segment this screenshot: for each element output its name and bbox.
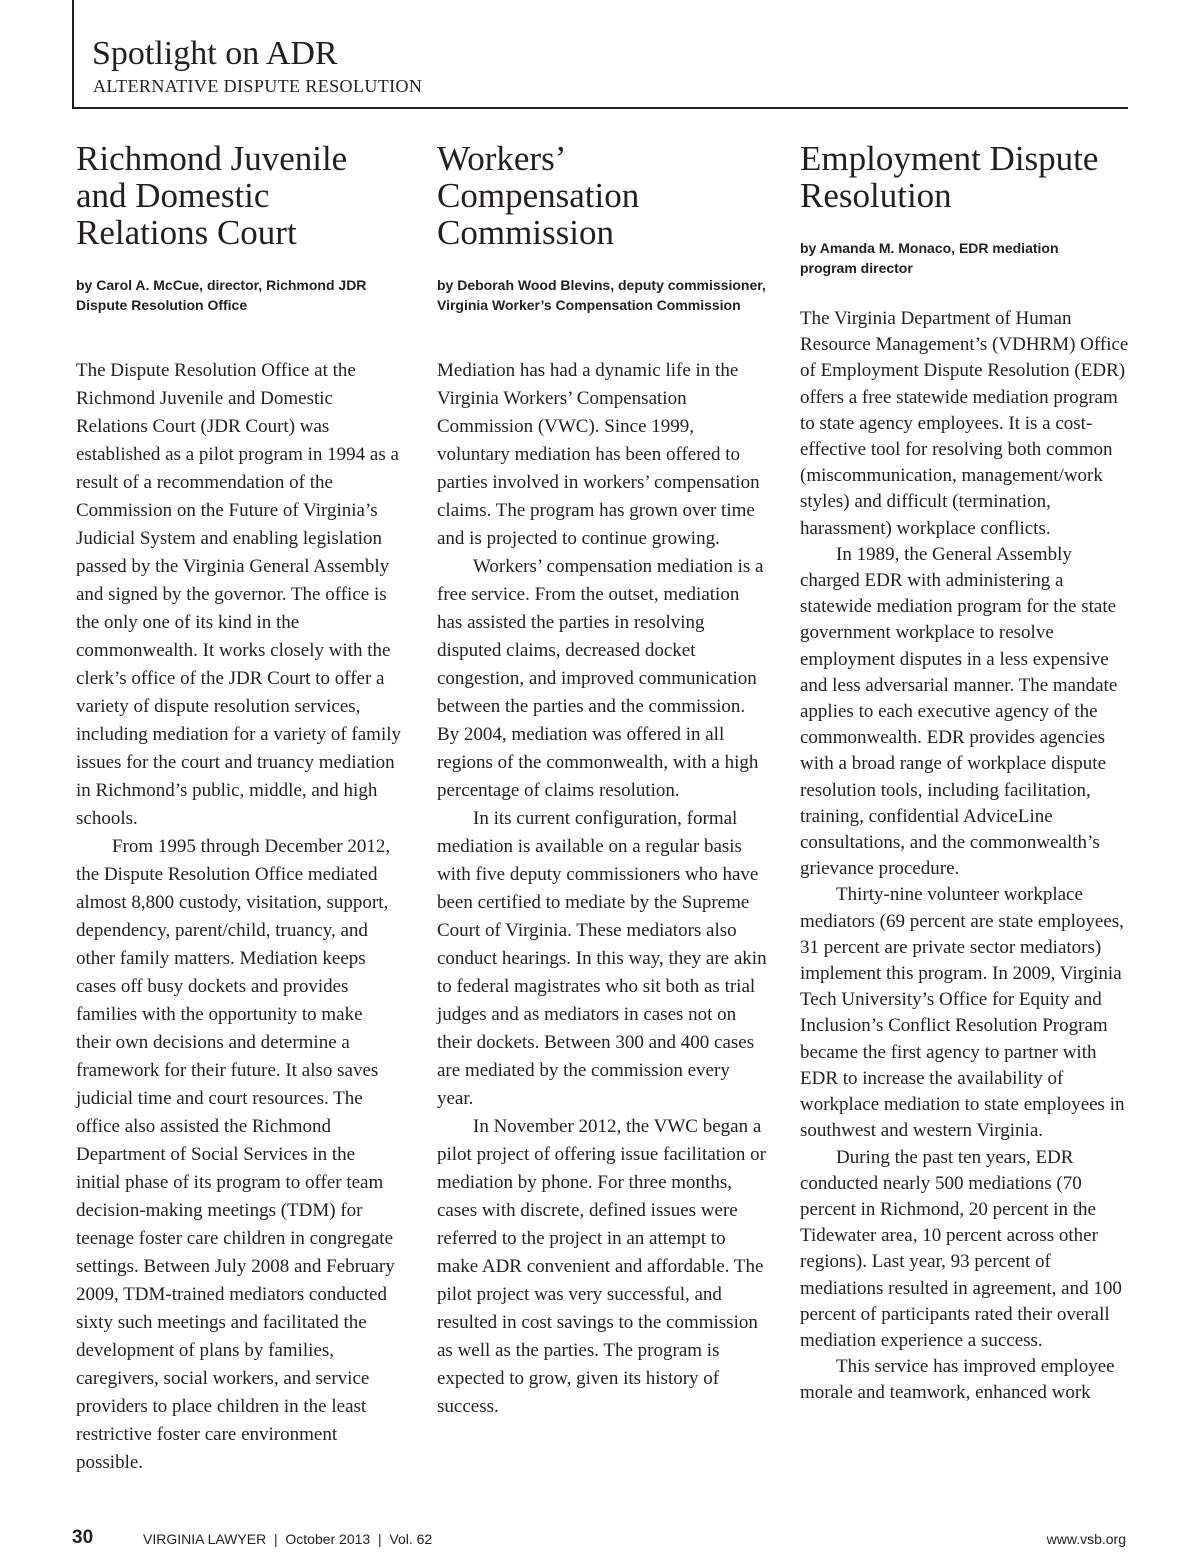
article-paragraph: From 1995 through December 2012, the Dispute Resolution Office mediated almost 8,800 custody, visitation, support, dependency, parent/child, truancy, and other family matters. Mediation keeps cases off busy dockets and provides families with the opportunity to make their own decisions and determine a framework for their future. It also saves judicial time and court resources. The office also assisted the Richmond Department of Social Services in the initial phase of its program to offer team decision-making meetings (TDM) for teenage foster care children in congregate settings. Between July 2008 and February 2009, TDM-trained mediators conducted sixty such meetings and facilitated the development of plans by families, caregivers, social workers, and service providers to place children in the least restrictive foster care environment possible. — [76, 836, 395, 1473]
header-vertical-rule — [72, 0, 74, 108]
publication-info: VIRGINIA LAWYER | October 2013 | Vol. 62 — [143, 1531, 433, 1547]
article-richmond-jdr — [76, 140, 402, 1477]
article-paragraph: The Dispute Resolution Office at the Richmond Juvenile and Domestic Relations Court (JDR Court) was established as a pilot program in 1994 as a result of a recommendation of the Commission on the Future of Virginia’s Judicial System and enabling legislation passed by the Virginia General Assembly and signed by the governor. The office is the only one of its kind in the commonwealth. It works closely with the clerk’s office of the JDR Court to offer a variety of dispute resolution services, including mediation for a variety of family issues for the court and truancy mediation in Richmond’s public, middle, and high schools. — [76, 360, 402, 829]
article-paragraph: Thirty-nine volunteer workplace mediators (69 percent are state employees, 31 percent are private sector mediators) implement this program. In 2009, Virginia Tech University’s Office for Equity and Inclusion’s Conflict Resolution Program became the first agency to partner with EDR to increase the availability of workplace mediation to state employees in southwest and western Virginia. — [800, 884, 1125, 1142]
article-byline: by Deborah Wood Blevins, deputy commissioner, Virginia Worker’s Compensation Commission — [437, 277, 766, 313]
article-byline: by Amanda M. Monaco, EDR mediation program director — [800, 240, 1059, 276]
page-number: 30 — [72, 1527, 94, 1548]
header-horizontal-rule — [72, 107, 1128, 109]
article-paragraph: Mediation has had a dynamic life in the Virginia Workers’ Compensation Commission (VWC). Since 1999, voluntary mediation has been offered to parties involved in workers’ compensation claims. The program has grown over time and is projected to continue growing. — [437, 360, 760, 549]
page-footer — [0, 1526, 1200, 1550]
article-title: Richmond Juvenile and Domestic Relations Court — [76, 139, 348, 252]
article-paragraph: In November 2012, the VWC began a pilot project of offering issue facilitation or mediation by phone. For three months, cases with discrete, defined issues were referred to the project in an attempt to make ADR convenient and affordable. The pilot project was very successful, and resulted in cost savings to the commission as well as the parties. The program is expected to grow, given its history of success. — [437, 1116, 766, 1417]
article-title: Employment Dispute Resolution — [800, 139, 1099, 215]
page-header — [0, 0, 1200, 110]
website-url: www.vsb.org — [1046, 1531, 1126, 1547]
article-paragraph: In its current configuration, formal mediation is available on a regular basis with five deputy commissioners who have been certified to mediate by the Supreme Court of Virginia. These mediators also conduct hearings. In this way, they are akin to federal magistrates who sit both as trial judges and as mediators in cases not on their dockets. Between 300 and 400 cases are mediated by the commission every year. — [437, 808, 767, 1109]
article-paragraph: The Virginia Department of Human Resource Management’s (VDHRM) Office of Employment Dispute Resolution (EDR) offers a free statewide mediation program to state agency employees. It is a cost-effective tool for resolving both common (miscommunication, management/work styles) and difficult (termination, harassment) workplace conflicts. — [800, 308, 1129, 539]
article-title: Workers’ Compensation Commission — [437, 139, 640, 252]
article-paragraph: Workers’ compensation mediation is a free service. From the outset, mediation has assisted the parties in resolving disputed claims, decreased docket congestion, and improved communication between the parties and the commission. By 2004, mediation was offered in all regions of the commonwealth, with a high percentage of claims resolution. — [437, 556, 764, 801]
article-workers-comp — [437, 140, 767, 1421]
article-paragraph: During the past ten years, EDR conducted nearly 500 mediations (70 percent in Richmond, 20 percent in the Tidewater area, 10 percent across other regions). Last year, 93 percent of mediations resulted in agreement, and 100 percent of participants rated their overall mediation experience a success. — [800, 1146, 1122, 1351]
article-byline: by Carol A. McCue, director, Richmond JDR Dispute Resolution Office — [76, 277, 367, 313]
article-employment-dispute — [800, 140, 1130, 1407]
article-paragraph: In 1989, the General Assembly charged EDR with administering a statewide mediation program for the state government workplace to resolve employment disputes in a less expensive and less adversarial manner. The mandate applies to each executive agency of the commonwealth. EDR provides agencies with a broad range of workplace dispute resolution tools, including facilitation, training, confidential AdviceLine consultations, and the commonwealth’s grievance procedure. — [800, 543, 1118, 880]
section-subtitle: ALTERNATIVE DISPUTE RESOLUTION — [93, 76, 423, 96]
section-title: Spotlight on ADR — [92, 35, 338, 72]
article-paragraph: This service has improved employee morale and teamwork, enhanced work — [800, 1356, 1115, 1404]
